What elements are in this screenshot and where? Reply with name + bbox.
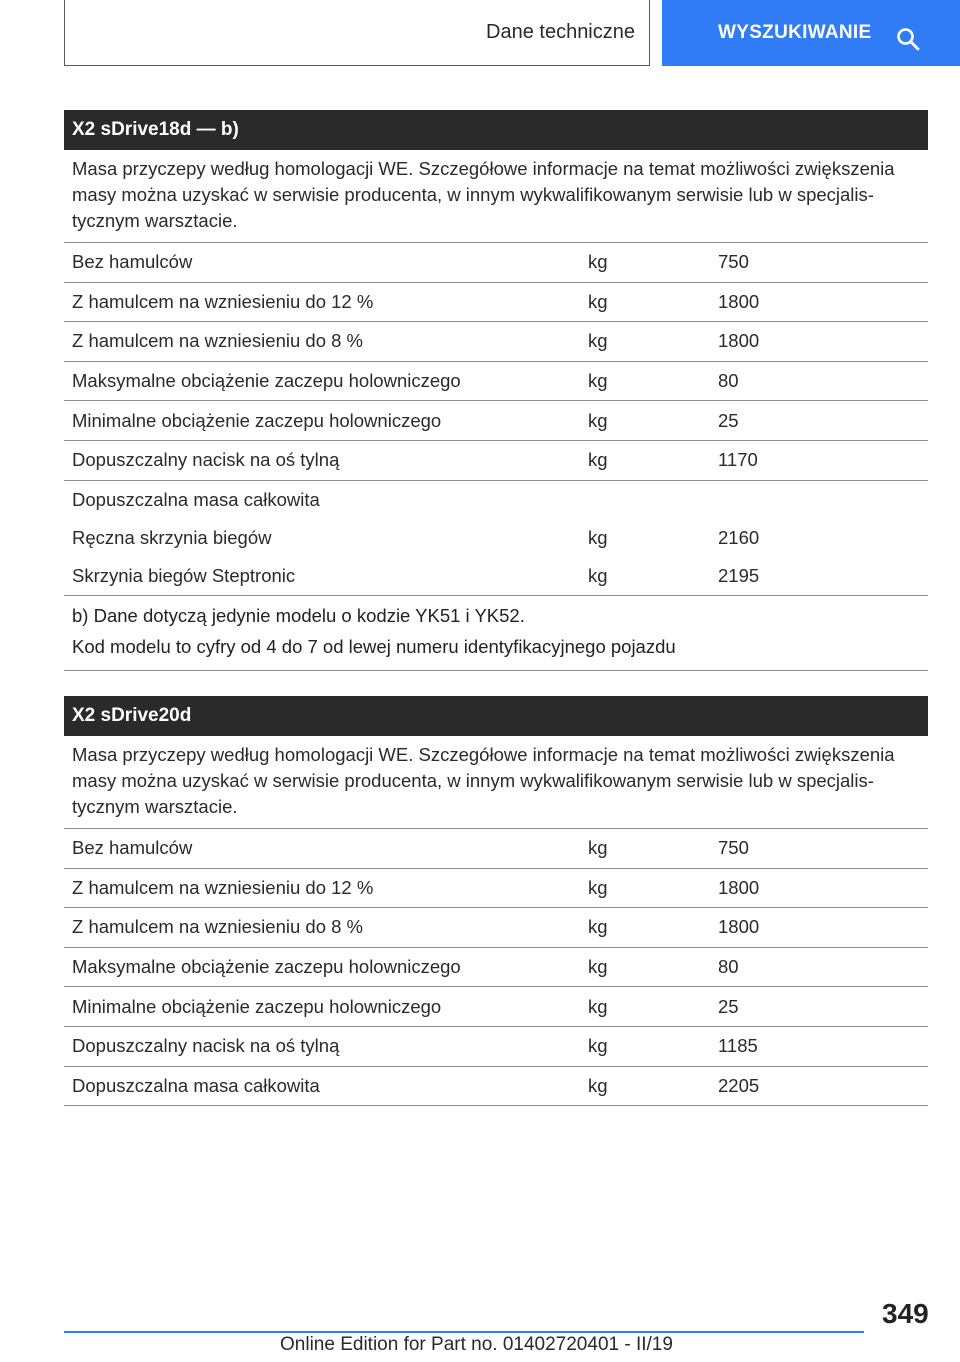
search-button[interactable] xyxy=(662,0,960,66)
row-label: Maksymalne obciążenie zaczepu holowniczego xyxy=(72,370,461,392)
row-value: 1800 xyxy=(718,876,760,898)
row-label: Z hamulcem na wzniesieniu do 8 % xyxy=(72,330,364,352)
spec-section-sdrive18d xyxy=(64,110,928,671)
row-value: 750 xyxy=(718,251,749,273)
table-row xyxy=(64,362,928,402)
row-value: 2160 xyxy=(718,527,760,549)
row-label: Skrzynia biegów Steptronic xyxy=(72,565,296,587)
table-row xyxy=(64,519,928,558)
table-group-header xyxy=(64,481,928,520)
group-label: Dopuszczalna masa całkowita xyxy=(72,488,320,510)
row-unit: kg xyxy=(588,330,608,352)
row-label: Ręczna skrzynia biegów xyxy=(72,527,272,549)
footnote: Kod modelu to cyfry od 4 do 7 od lewej numeru identyfikacyjnego pojazdu xyxy=(72,636,676,658)
row-unit: kg xyxy=(588,565,608,587)
row-unit: kg xyxy=(588,1074,608,1096)
footer-divider xyxy=(64,1331,864,1333)
section-title: X2 sDrive20d xyxy=(64,696,928,736)
row-unit: kg xyxy=(588,370,608,392)
row-value: 25 xyxy=(718,409,739,431)
table-row xyxy=(64,441,928,481)
row-unit: kg xyxy=(588,1035,608,1057)
row-value: 1800 xyxy=(718,290,760,312)
row-value: 80 xyxy=(718,956,739,978)
row-label: Dopuszczalny nacisk na oś tylną xyxy=(72,1035,340,1057)
row-unit: kg xyxy=(588,916,608,938)
row-value: 1800 xyxy=(718,330,760,352)
row-value: 1800 xyxy=(718,916,760,938)
table-row xyxy=(64,948,928,988)
row-unit: kg xyxy=(588,527,608,549)
row-value: 1185 xyxy=(718,1035,758,1057)
row-value: 2195 xyxy=(718,565,760,587)
row-label: Bez hamulców xyxy=(72,837,193,859)
page-number: 349 xyxy=(882,1298,929,1329)
table-row xyxy=(64,1067,928,1107)
search-icon xyxy=(896,27,920,51)
chapter-header xyxy=(64,0,650,66)
search-button-label: WYSZUKIWANIE xyxy=(718,22,872,43)
row-label: Dopuszczalny nacisk na oś tylną xyxy=(72,449,340,471)
row-unit: kg xyxy=(588,409,608,431)
chapter-title: Dane techniczne xyxy=(486,21,635,43)
footnotes xyxy=(64,596,928,671)
table-row xyxy=(64,401,928,441)
table-row xyxy=(64,869,928,909)
row-unit: kg xyxy=(588,837,608,859)
row-unit: kg xyxy=(588,995,608,1017)
row-value: 1170 xyxy=(718,449,758,471)
row-unit: kg xyxy=(588,290,608,312)
section-intro: Masa przyczepy według homologacji WE. Szczegółowe informacje na temat możliwości zwiększenia masy można uzyskać w serwisie producenta, w innym wykwalifikowanym serwisie lub w specjalistycznym warsztacie. xyxy=(64,150,928,243)
section-title: X2 sDrive18d — b) xyxy=(64,110,928,150)
row-unit: kg xyxy=(588,251,608,273)
row-label: Dopuszczalna masa całkowita xyxy=(72,1074,320,1096)
row-label: Bez hamulców xyxy=(72,251,193,273)
table-row xyxy=(64,1027,928,1067)
row-unit: kg xyxy=(588,956,608,978)
row-value: 750 xyxy=(718,837,749,859)
table-row xyxy=(64,243,928,283)
row-label: Z hamulcem na wzniesieniu do 12 % xyxy=(72,876,374,898)
table-row xyxy=(64,829,928,869)
table-row xyxy=(64,283,928,323)
row-label: Z hamulcem na wzniesieniu do 12 % xyxy=(72,290,374,312)
row-label: Maksymalne obciążenie zaczepu holowniczego xyxy=(72,956,461,978)
row-unit: kg xyxy=(588,876,608,898)
table-row xyxy=(64,322,928,362)
row-label: Z hamulcem na wzniesieniu do 8 % xyxy=(72,916,364,938)
table-row xyxy=(64,558,928,597)
row-value: 80 xyxy=(718,370,739,392)
row-label: Minimalne obciążenie zaczepu holowniczego xyxy=(72,995,442,1017)
footer-edition: Online Edition for Part no. 01402720401 - II/19 xyxy=(280,1334,673,1355)
row-unit: kg xyxy=(588,449,608,471)
section-intro: Masa przyczepy według homologacji WE. Szczegółowe informacje na temat możliwości zwiększenia masy można uzyskać w serwisie producenta, w innym wykwalifikowanym serwisie lub w specjalistycznym warsztacie. xyxy=(64,736,928,829)
table-row xyxy=(64,908,928,948)
footnote: b) Dane dotyczą jedynie modelu o kodzie YK51 i YK52. xyxy=(72,605,525,627)
table-row xyxy=(64,987,928,1027)
row-label: Minimalne obciążenie zaczepu holowniczego xyxy=(72,409,442,431)
spec-section-sdrive20d xyxy=(64,696,928,1106)
row-value: 25 xyxy=(718,995,739,1017)
row-value: 2205 xyxy=(718,1074,760,1096)
